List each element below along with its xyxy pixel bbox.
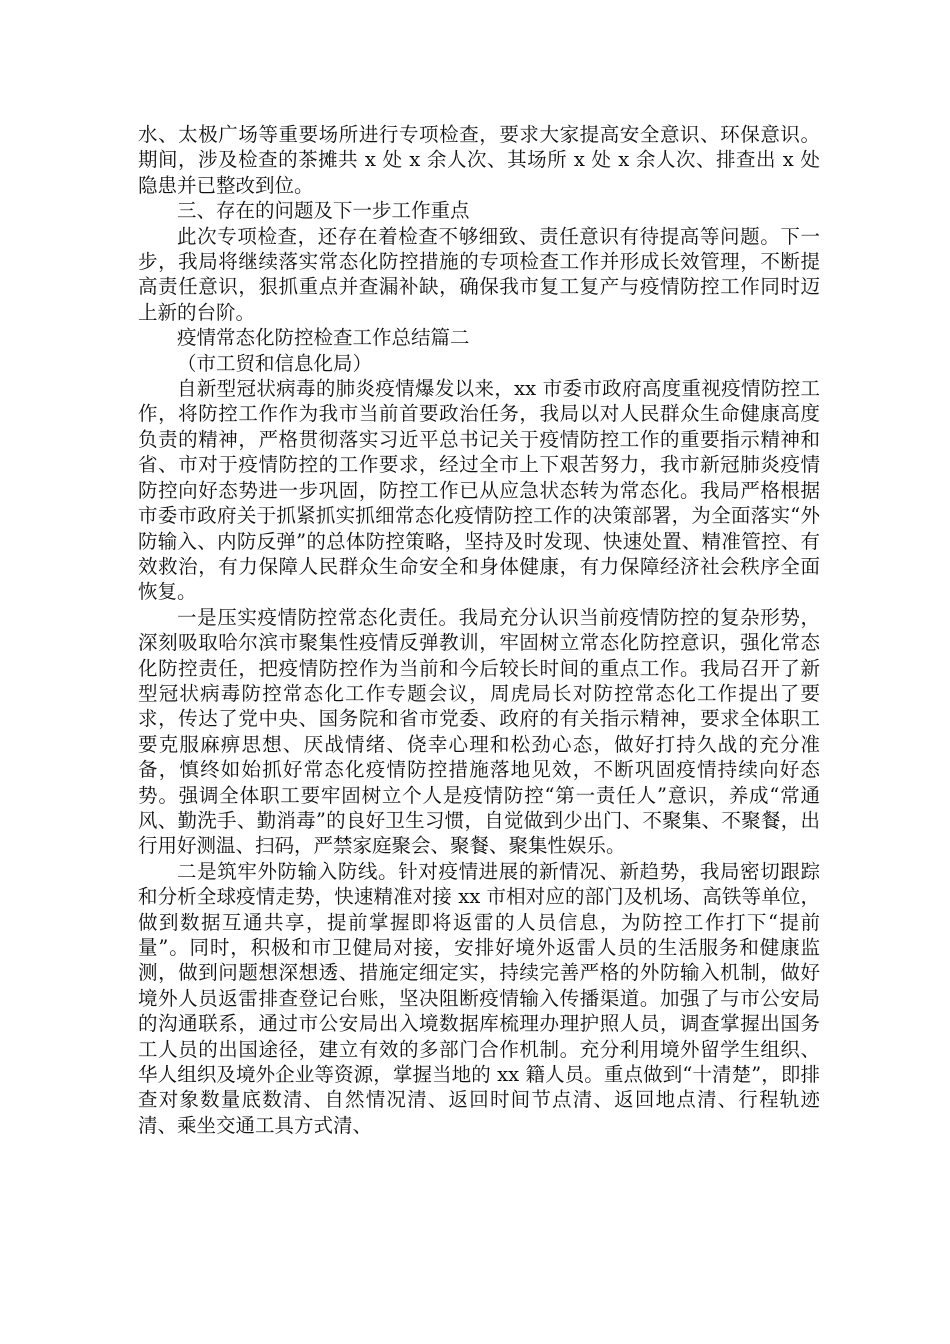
article-title: 疫情常态化防控检查工作总结篇二 <box>177 326 470 350</box>
paragraph-external-defense: 二是筑牢外防输入防线。针对疫情进展的新情况、新趋势，我局密切跟踪和分析全球疫情走势，快速精准对接 xx 市相对应的部门及机场、高铁等单位，做到数据互通共享，提前掌握即将返雷的人员信息，为防控工作打下“提前量”。同时，积极和市卫健局对接，安排好境外返雷人员的生活服务和健康监测，做到问题想深想透、措施定细定实，持续完善严格的外防输入机制，做好境外人员返雷排查登记台账，坚决阻断疫情输入传播渠道。加强了与市公安局的沟通联系，通过市公安局出入境数据库梳理办理护照人员，调查掌握出国务工人员的出国途径，建立有效的多部门合作机制。充分利用境外留学生组织、华人组织及境外企业等资源，掌握当地的 xx 籍人员。重点做到“十清楚”，即排查对象数量底数清、自然情况清、返回时间节点清、返回地点清、行程轨迹清、乘坐交通工具方式清、 <box>138 859 820 1137</box>
document-page <box>138 122 820 1138</box>
article-author: （市工贸和信息化局） <box>177 351 373 375</box>
paragraph-intro: 自新型冠状病毒的肺炎疫情爆发以来，xx 市委市政府高度重视疫情防控工作，将防控工作作为我市当前首要政治任务，我局以对人民群众生命健康高度负责的精神，严格贯彻落实习近平总书记关于疫情防控工作的重要指示精神和省、市对于疫情防控的工作要求，经过全市上下艰苦努力，我市新冠肺炎疫情防控向好态势进一步巩固，防控工作已从应急状态转为常态化。我局严格根据市委市政府关于抓紧抓实抓细常态化疫情防控工作的决策部署，为全面落实“外防输入、内防反弹”的总体防控策略，坚持及时发现、快速处置、精准管控、有效救治，有力保障人民群众生命安全和身体健康，有力保障经济社会秩序全面恢复。 <box>138 377 820 604</box>
paragraph-next-steps: 此次专项检查，还存在着检查不够细致、责任意识有待提高等问题。下一步，我局将继续落实常态化防控措施的专项检查工作并形成长效管理，不断提高责任意识，狠抓重点并查漏补缺，确保我市复工复产与疫情防控工作同时迈上新的台阶。 <box>138 224 820 324</box>
paragraph-responsibility: 一是压实疫情防控常态化责任。我局充分认识当前疫情防控的复杂形势，深刻吸取哈尔滨市聚集性疫情反弹教训，牢固树立常态化防控意识，强化常态化防控责任，把疫情防控作为当前和今后较长时间的重点工作。我局召开了新型冠状病毒防控常态化工作专题会议，周虎局长对防控常态化工作提出了要求，传达了党中央、国务院和省市党委、政府的有关指示精神，要求全体职工要克服麻痹思想、厌战情绪、侥幸心理和松劲心态，做好打持久战的充分准备，慎终如始抓好常态化疫情防控措施落地见效，不断巩固疫情持续向好态势。强调全体职工要牢固树立个人是疫情防控“第一责任人”意识，养成“常通风、勤洗手、勤消毒”的良好卫生习惯，自觉做到少出门、不聚集、不聚餐，出行用好测温、扫码，严禁家庭聚会、聚餐、聚集性娱乐。 <box>138 605 820 858</box>
section-heading-problems: 三、存在的问题及下一步工作重点 <box>177 199 470 223</box>
paragraph-continuation: 水、太极广场等重要场所进行专项检查，要求大家提高安全意识、环保意识。期间，涉及检查的茶摊共 x 处 x 余人次、其场所 x 处 x 余人次、排查出 x 处隐患并已整改到位。 <box>138 123 820 197</box>
